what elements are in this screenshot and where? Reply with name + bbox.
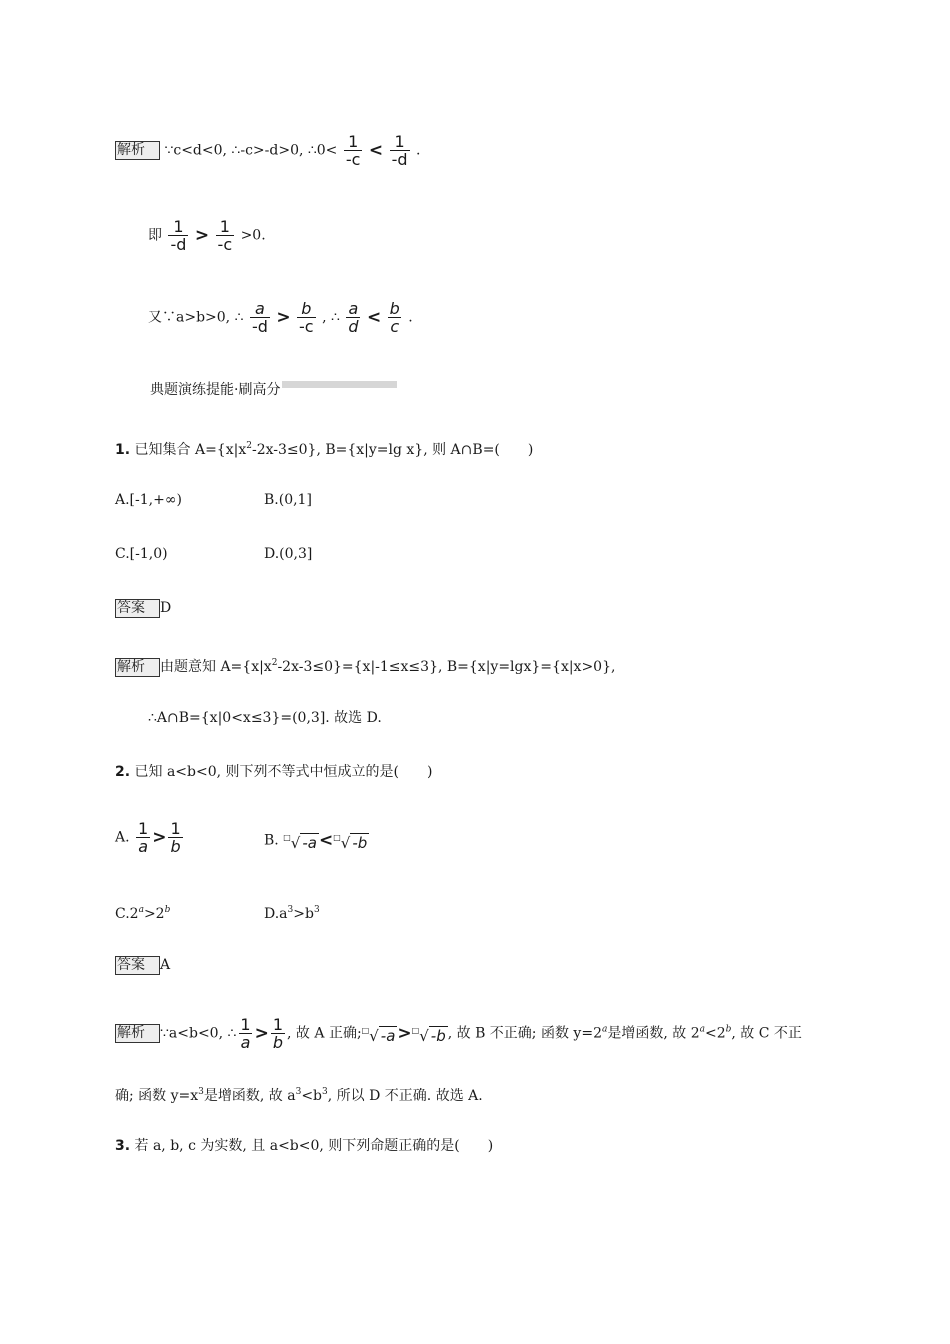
greater-than-sign: > — [194, 225, 210, 246]
q1-option-d — [264, 544, 312, 564]
option-label: B. — [264, 832, 279, 849]
fraction: $\frac{1}{b}$ — [170, 819, 181, 856]
solution-1-line-2 — [148, 218, 266, 253]
less-than-sign: < — [368, 140, 384, 161]
superscript: a — [699, 1024, 705, 1035]
less-than-sign: < — [318, 830, 334, 851]
solution-text: , 故 C 不正 — [731, 1025, 802, 1042]
q1-option-b — [264, 490, 312, 510]
q1-solution-line-1 — [115, 653, 615, 677]
fraction: $\frac{1}{-d}$ — [391, 132, 408, 169]
section-title — [150, 380, 397, 400]
section-title-text: 典题演练提能·刷高分 — [150, 382, 281, 398]
fraction: $\frac{1}{-d}$ — [170, 217, 187, 254]
solution-text: ∵a<b<0, ∴ — [160, 1025, 237, 1042]
superscript: 3 — [295, 1087, 302, 1097]
solution-text: 是增函数, 故 a — [203, 1088, 296, 1104]
solution-text: <2 — [705, 1025, 726, 1042]
solution-text: <b — [301, 1088, 323, 1104]
greater-than-sign: > — [254, 1023, 269, 1044]
superscript: 3 — [287, 905, 294, 915]
superscript: 2 — [271, 658, 278, 668]
daan-label: 答案 — [115, 956, 160, 975]
fraction: $\frac{b}{c}$ — [389, 299, 400, 336]
q1-solution-line-2 — [148, 708, 382, 728]
less-than-sign: < — [366, 307, 382, 328]
solution-text: , 故 A 正确; — [287, 1025, 362, 1042]
option-text: >2 — [143, 906, 165, 922]
solution-text: 即 — [148, 227, 162, 244]
cube-root: □√ -a — [283, 833, 317, 852]
option-d: D.(0,3] — [264, 546, 313, 562]
solution-text: ∵c<d<0, ∴-c>-d>0, ∴0< — [164, 142, 338, 159]
question-text: -2x-3≤0}, B={x|y=lg x}, 则 A∩B=( ) — [251, 442, 534, 458]
superscript: 3 — [198, 1087, 204, 1097]
solution-text: , 故 B 不正确; 函数 y=2 — [447, 1025, 602, 1042]
q2-answer — [115, 955, 170, 975]
q1-option-a — [115, 490, 182, 510]
solution-text: , ∴ — [322, 309, 340, 326]
fraction: $\frac{1}{b}$ — [272, 1015, 284, 1052]
q2-option-d — [264, 900, 320, 924]
q2-option-b — [264, 828, 369, 853]
solution-1-line-3 — [148, 300, 413, 335]
option-label: A. — [115, 829, 130, 846]
q2-option-a — [115, 820, 185, 855]
jiexi-label: 解析 — [115, 1024, 160, 1043]
superscript: b — [164, 905, 171, 915]
greater-than-sign: > — [152, 827, 167, 848]
question-number: 2. — [115, 764, 131, 780]
period: . — [416, 142, 421, 159]
option-text: D.a — [264, 906, 288, 922]
answer-value: A — [160, 957, 171, 973]
cube-root: □√ -b — [411, 1026, 446, 1045]
superscript: 3 — [322, 1087, 328, 1097]
q2-solution-line-1 — [115, 1016, 802, 1051]
greater-than-sign: > — [397, 1023, 412, 1044]
solution-text: ∴A∩B={x|0<x≤3}=(0,3]. 故选 D. — [148, 710, 382, 726]
solution-text: 又∵a>b>0, ∴ — [148, 309, 244, 326]
superscript: b — [725, 1024, 732, 1035]
question-number: 1. — [115, 442, 131, 458]
question-text: 已知集合 A={x|x — [134, 442, 247, 458]
option-text: >b — [293, 906, 314, 922]
period: . — [408, 309, 413, 326]
fraction: $\frac{a}{-d}$ — [251, 299, 268, 336]
question-3 — [115, 1136, 493, 1156]
fraction: $\frac{1}{a}$ — [240, 1015, 251, 1052]
title-decoration-bar — [282, 381, 397, 388]
q1-answer — [115, 598, 171, 618]
jiexi-label: 解析 — [115, 141, 160, 160]
option-a: A.[-1,+∞) — [115, 492, 182, 508]
solution-text: -2x-3≤0}={x|-1≤x≤3}, B={x|y=lgx}={x|x>0}, — [277, 659, 616, 675]
question-2 — [115, 762, 432, 782]
cube-root: □√ -b — [333, 833, 368, 852]
q2-solution-line-2 — [115, 1082, 483, 1106]
fraction: $\frac{b}{-c}$ — [299, 299, 314, 336]
option-b: B.(0,1] — [264, 492, 312, 508]
superscript: 2 — [246, 441, 252, 451]
question-text: 已知 a<b<0, 则下列不等式中恒成立的是( ) — [134, 764, 433, 780]
superscript: a — [601, 1024, 608, 1035]
daan-label: 答案 — [115, 599, 160, 618]
solution-text: , 所以 D 不正确. 故选 A. — [327, 1088, 483, 1104]
fraction: $\frac{1}{-c}$ — [217, 217, 233, 254]
option-c: C.[-1,0) — [115, 546, 168, 562]
question-1 — [115, 436, 533, 460]
fraction: $\frac{a}{d}$ — [348, 299, 359, 336]
answer-value: D — [160, 600, 172, 616]
solution-1-line-1 — [115, 133, 420, 168]
question-number: 3. — [115, 1138, 131, 1154]
superscript: a — [138, 905, 144, 915]
q2-option-c — [115, 900, 170, 924]
question-text: 若 a, b, c 为实数, 且 a<b<0, 则下列命题正确的是( ) — [134, 1138, 494, 1154]
fraction: $\frac{1}{-c}$ — [345, 132, 361, 169]
solution-text: >0. — [240, 227, 266, 244]
jiexi-label: 解析 — [115, 658, 160, 677]
q1-option-c — [115, 544, 168, 564]
cube-root: □√ -a — [361, 1026, 396, 1045]
option-text: C.2 — [115, 906, 139, 922]
solution-text: 由题意知 A={x|x — [160, 659, 272, 675]
superscript: 3 — [313, 905, 320, 915]
fraction: $\frac{1}{a}$ — [138, 819, 149, 856]
solution-text: 是增函数, 故 2 — [607, 1025, 700, 1042]
greater-than-sign: > — [276, 307, 291, 328]
solution-text: 确; 函数 y=x — [115, 1088, 199, 1104]
